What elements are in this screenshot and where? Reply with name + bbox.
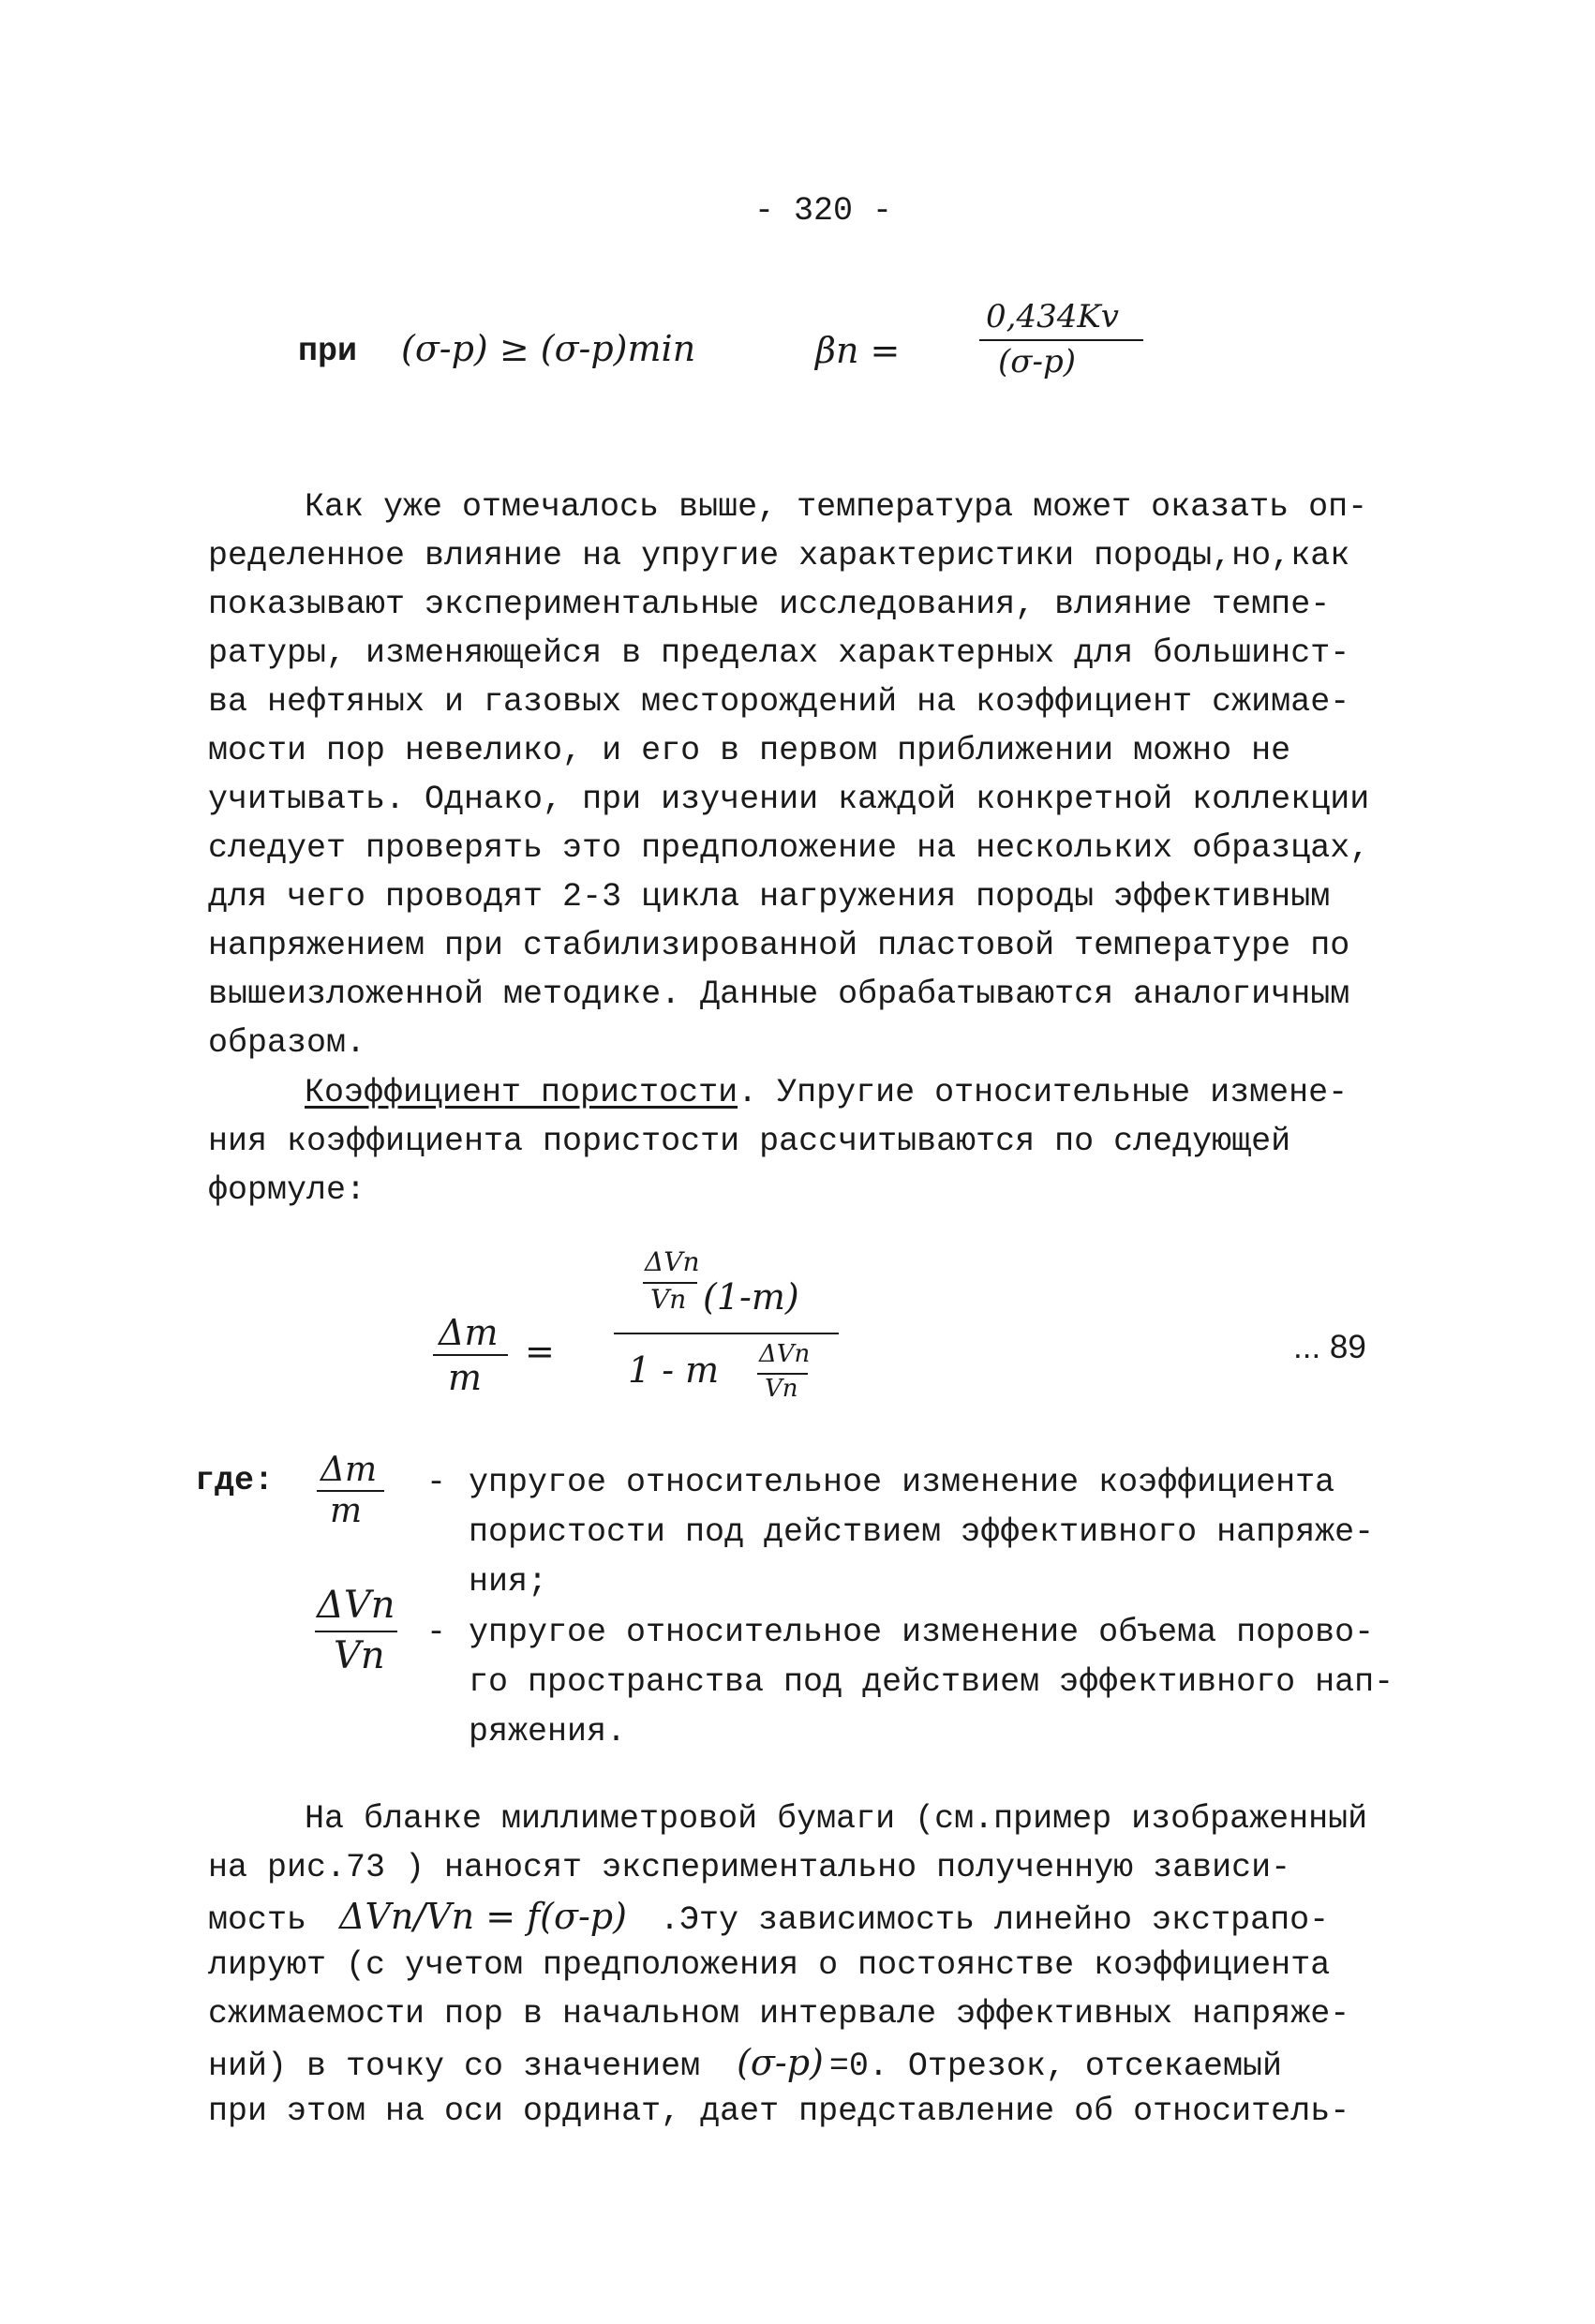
definition-line: упругое относительное изменение объема порово-	[469, 1614, 1375, 1651]
text-line: напряжением при стабилизированной пластовой температуре по	[208, 927, 1350, 964]
definition-dash: -	[426, 1464, 447, 1501]
definition-symbol-denominator: Vп	[334, 1634, 385, 1677]
inner-fraction-numerator: ΔVп	[759, 1340, 811, 1368]
text-line: следует проверять это предположение на нескольких образцах,	[208, 829, 1370, 867]
text-line: на рис.73 ) наносят экспериментально полученную зависи-	[208, 1849, 1291, 1886]
equals-sign: =	[525, 1331, 555, 1372]
text-line	[208, 2038, 1282, 2091]
definition-symbol-denominator: m	[330, 1492, 363, 1530]
page-number: - 320 -	[754, 192, 893, 230]
formula-condition: (σ-p) ≥ (σ-p)min	[401, 328, 696, 369]
text-line: На бланке миллиметровой бумаги (см.пример изображенный	[305, 1800, 1368, 1838]
fraction-bar	[979, 339, 1143, 341]
fraction-bar	[315, 1631, 397, 1632]
formula-numerator: 0,434Kv	[986, 298, 1119, 335]
definition-line: упругое относительное изменение коэффициента	[469, 1464, 1335, 1501]
fraction-bar	[433, 1354, 508, 1356]
text-line: показывают экспериментальные исследования, влияние темпе-	[208, 586, 1331, 623]
text-segment: .Эту зависимость линейно экстрапо-	[659, 1901, 1330, 1939]
text-segment: мость	[208, 1901, 307, 1939]
inner-fraction-numerator: ΔVп	[645, 1246, 700, 1277]
inner-fraction-denominator: Vп	[650, 1284, 687, 1315]
text-line: ва нефтяных и газовых месторождений на коэффициент сжимае-	[208, 683, 1350, 721]
text-line: при этом на оси ординат, дает представление об относитель-	[208, 2093, 1350, 2130]
where-label: где:	[195, 1462, 275, 1499]
text-line: образом.	[208, 1024, 366, 1062]
text-segment: =0. Отрезок, отсекаемый	[828, 2048, 1282, 2085]
text-line	[305, 1068, 1348, 1117]
text-line	[208, 1892, 1329, 1944]
section-term: Коэффициент пористости	[305, 1074, 738, 1111]
definition-symbol-numerator: ΔVп	[317, 1584, 395, 1627]
text-line: формуле:	[208, 1171, 366, 1209]
text-segment: ний) в точку со значением	[208, 2048, 701, 2085]
numerator-factor: (1-m)	[703, 1276, 799, 1318]
formula-prefix: при	[298, 333, 358, 370]
definition-line: ряжения.	[469, 1713, 627, 1750]
main-fraction-bar	[614, 1333, 839, 1334]
definition-line: ния;	[469, 1563, 548, 1601]
text-line: ределенное влияние на упругие характеристики породы,но,как	[208, 537, 1350, 574]
text-line: учитывать. Однако, при изучении каждой конкретной коллекции	[208, 781, 1370, 818]
text-line: Как уже отмечалось выше, температура может оказать оп-	[305, 488, 1368, 526]
definition-line: пористости под действием эффективного напряже-	[469, 1513, 1375, 1551]
text-line: сжимаемости пор в начальном интервале эффективных напряже-	[208, 1995, 1350, 2033]
text-line: вышеизложенной методике. Данные обрабатываются аналогичным	[208, 976, 1350, 1013]
text-line: лируют (с учетом предположения о постоянстве коэффициента	[208, 1946, 1331, 1984]
text-line: ния коэффициента пористости рассчитываются по следующей	[208, 1123, 1291, 1160]
lhs-numerator: Δm	[439, 1312, 499, 1353]
formula-beta-lhs: βп =	[815, 330, 901, 371]
inline-formula: (σ-p)	[737, 2042, 824, 2083]
equation-number: ... 89	[1293, 1329, 1366, 1365]
denominator-prefix: 1 - m	[628, 1349, 720, 1391]
definition-line: го пространства под действием эффективного нап-	[469, 1663, 1394, 1701]
inner-fraction-denominator: Vп	[765, 1375, 798, 1403]
definition-dash: -	[426, 1614, 447, 1651]
definition-symbol-numerator: Δm	[320, 1451, 378, 1489]
text-line: для чего проводят 2-3 цикла нагружения породы эффективным	[208, 878, 1331, 916]
text-segment: . Упругие относительные измене-	[738, 1074, 1349, 1111]
inline-formula: ΔVп/Vп = f(σ-p)	[339, 1896, 627, 1937]
lhs-denominator: m	[448, 1357, 483, 1398]
formula-denominator: (σ-p)	[998, 343, 1076, 380]
text-line: ратуры, изменяющейся в пределах характерных для большинст-	[208, 634, 1350, 672]
text-line: мости пор невелико, и его в первом приближении можно не	[208, 732, 1291, 769]
